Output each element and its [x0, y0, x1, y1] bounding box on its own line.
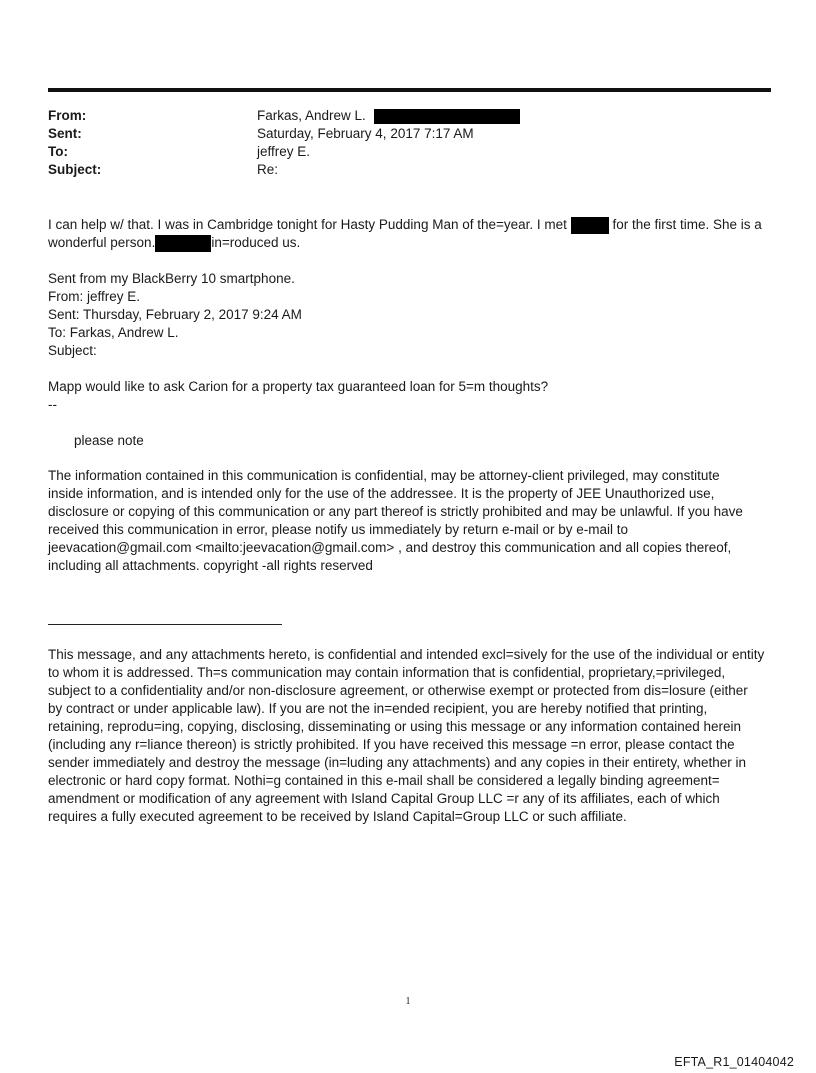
reply-line-1 — [48, 216, 770, 234]
quoted-to: To: Farkas, Andrew L. — [48, 325, 179, 340]
disclaimer-line: electronic or hard copy format. Nothi=g contained in this e-mail shall be considered a legally binding agreement= — [48, 773, 720, 788]
to-row — [48, 143, 768, 161]
sent-value: Saturday, February 4, 2017 7:17 AM — [257, 126, 474, 141]
disclaimer-line: (including any r=liance thereon) is strictly prohibited. If you have received this message =n error, please contact the — [48, 737, 735, 752]
redaction-box — [155, 235, 211, 252]
reply-text: I can help w/ that. I was in Cambridge tonight for Hasty Pudding Man of the=year. I met — [48, 217, 567, 232]
page-number: 1 — [405, 996, 411, 1007]
subject-row — [48, 161, 768, 179]
please-note — [74, 432, 796, 450]
subject-value: Re: — [257, 162, 279, 177]
reply-text: wonderful person. — [48, 235, 156, 250]
quoted-from: From: jeffrey E. — [48, 289, 141, 304]
disclaimer-line: to whom it is addressed. Th=s communication may contain information that is confidential, proprietary,=privileged, — [48, 665, 726, 680]
from-value — [257, 107, 520, 125]
disclaimer-line: requires a fully executed agreement to be received by Island Capital=Group LLC or such affiliate. — [48, 809, 627, 824]
from-name: Farkas, Andrew L. — [257, 108, 366, 123]
redaction-box — [571, 217, 609, 234]
disclaimer-line: This message, and any attachments hereto, is confidential and intended excl=sively for the use of the individual or entity — [48, 647, 765, 662]
quoted-message — [48, 270, 770, 360]
reply-text: for the first time. She is a — [612, 217, 762, 232]
disclaimer-line: received this communication in error, please notify us immediately by return e-mail or by e-mail to — [48, 522, 628, 537]
email-header — [48, 107, 768, 179]
disclaimer-line: jeevacation@gmail.com <mailto:jeevacation@gmail.com> , and destroy this communication and all copies thereof, — [48, 540, 732, 555]
redaction-box — [374, 109, 520, 124]
sent-row — [48, 125, 768, 143]
disclaimer-jee — [48, 467, 770, 575]
sent-label: Sent: — [48, 126, 82, 141]
reply-text: in=roduced us. — [211, 235, 301, 250]
reply-line-2 — [48, 234, 770, 252]
disclaimer-line: inside information, and is intended only for the use of the addressee. It is the property of JEE Unauthorized use, — [48, 486, 715, 501]
please-note-text: please note — [74, 433, 144, 448]
to-label: To: — [48, 144, 68, 159]
quoted-subject: Subject: — [48, 343, 97, 358]
quoted-dashes: -- — [48, 397, 57, 412]
bates-number: EFTA_R1_01404042 — [674, 1055, 794, 1069]
quoted-message-body — [48, 378, 770, 414]
quoted-signature: Sent from my BlackBerry 10 smartphone. — [48, 271, 295, 286]
from-label: From: — [48, 108, 87, 123]
reply-body — [48, 216, 770, 252]
disclaimer-line: sender immediately and destroy the message (in=luding any attachments) and any copies in their entirety, whether in — [48, 755, 747, 770]
disclaimer-line: amendment or modification of any agreement with Island Capital Group LLC =r any of its affiliates, each of which — [48, 791, 720, 806]
subject-label: Subject: — [48, 162, 102, 177]
disclaimer-line: The information contained in this communication is confidential, may be attorney-client privileged, may constitute — [48, 468, 720, 483]
from-row — [48, 107, 768, 125]
disclaimer-line: including all attachments. copyright -all rights reserved — [48, 558, 373, 573]
signature-divider — [48, 624, 282, 625]
to-value: jeffrey E. — [257, 144, 311, 159]
disclaimer-line: retaining, reprodu=ing, copying, disclosing, disseminating or using this message or any information contained herein — [48, 719, 742, 734]
header-divider — [48, 88, 771, 92]
disclaimer-line: disclosure or copying of this communication or any part thereof is strictly prohibited and may be unlawful. If you have — [48, 504, 743, 519]
quoted-sent: Sent: Thursday, February 2, 2017 9:24 AM — [48, 307, 302, 322]
disclaimer-line: subject to a confidentiality and/or non-disclosure agreement, or otherwise exempt or protected from dis=losure (either — [48, 683, 748, 698]
disclaimer-line: by contract or under applicable law). If you are not the in=ended recipient, you are hereby notified that printing, — [48, 701, 708, 716]
disclaimer-island-capital — [48, 646, 770, 826]
quoted-message-text: Mapp would like to ask Carion for a property tax guaranteed loan for 5=m thoughts? — [48, 379, 549, 394]
